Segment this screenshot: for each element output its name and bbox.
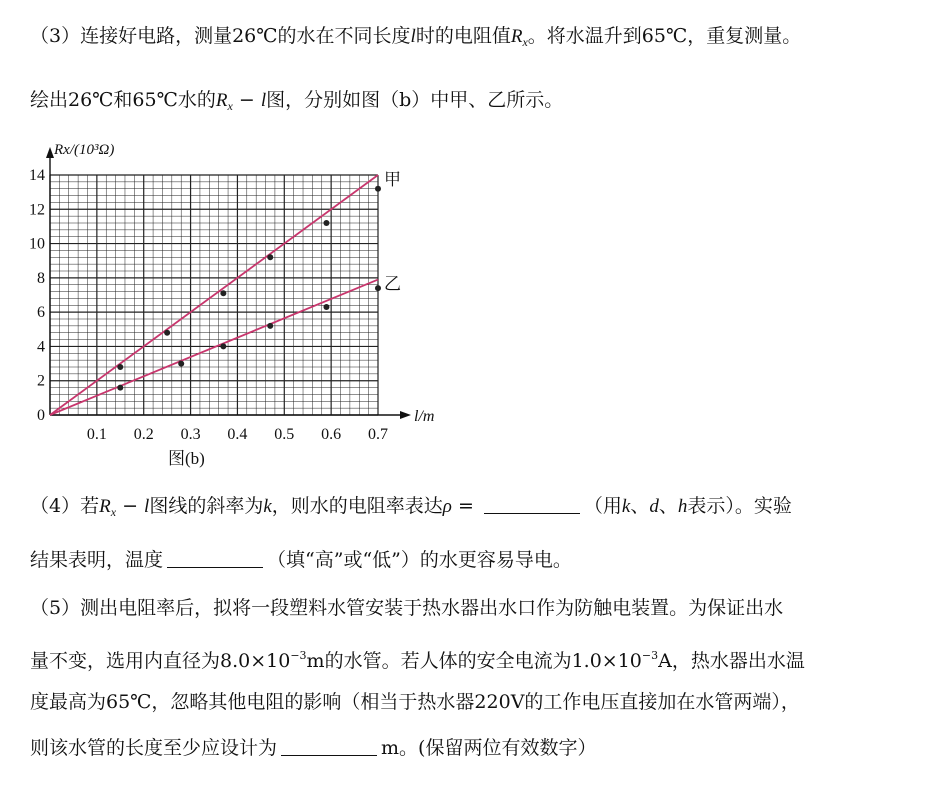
figure-caption: 图(b) — [168, 449, 205, 468]
l-symbol: l — [260, 90, 267, 111]
q4-text-e: 表示）。实验 — [687, 495, 792, 517]
k-symbol: k — [621, 496, 631, 517]
rho-symbol: ρ — [442, 496, 452, 517]
q4-text-c: ，则水的电阻率表达 — [271, 495, 443, 517]
exponent: −3 — [641, 649, 659, 662]
y-tick-label: 8 — [37, 269, 45, 287]
r-symbol: R — [99, 496, 111, 517]
d-symbol: d — [649, 496, 659, 517]
q5-line3 — [30, 688, 800, 716]
y-tick-label: 14 — [29, 167, 45, 184]
q4-line2-text-b: （填“高”或“低”）的水更容易导电。 — [267, 549, 572, 571]
data-point — [267, 254, 273, 260]
k-symbol: k — [263, 496, 272, 517]
data-point — [375, 285, 381, 291]
data-point — [267, 323, 273, 329]
series-line — [50, 280, 378, 415]
q4-line1 — [30, 492, 792, 526]
data-point — [323, 304, 329, 310]
q3-line2 — [30, 86, 563, 120]
y-axis-label: Rx/(10³Ω) — [54, 142, 115, 158]
y-tick-label: 4 — [37, 338, 45, 356]
exponent: −3 — [290, 649, 307, 662]
x-axis-arrow — [400, 411, 411, 419]
data-point — [164, 330, 170, 336]
x-subscript: x — [227, 99, 233, 113]
separator: 、 — [630, 495, 650, 517]
q3-line2-text-b: 图，分别如图（b）中甲、乙所示。 — [266, 89, 564, 111]
y-axis-arrow — [46, 147, 54, 158]
x-tick-label: 0.3 — [180, 426, 201, 443]
minus-sign: − — [116, 495, 145, 517]
q4-text-d: （用 — [583, 495, 622, 517]
q5-text-2b: m的水管。若人体的安全电流为1.0×10 — [306, 650, 642, 672]
answer-blank-length[interactable] — [281, 737, 377, 756]
q5-line2 — [30, 642, 805, 675]
x-tick-label: 0.1 — [86, 426, 107, 443]
q4-line2 — [30, 546, 572, 574]
x-tick-label: 0.5 — [274, 426, 295, 443]
q4-text-a: （4）若 — [30, 495, 100, 517]
q3-line1 — [30, 22, 801, 56]
q3-text-c: 。将水温升到65℃，重复测量。 — [527, 25, 802, 47]
series-line — [50, 175, 378, 415]
x-tick-label: 0.6 — [321, 426, 342, 443]
l-symbol: l — [410, 26, 416, 47]
q5-line1 — [30, 594, 783, 622]
answer-blank-rho[interactable] — [484, 495, 580, 514]
data-point — [220, 290, 226, 296]
x-tick-label: 0.2 — [133, 426, 154, 443]
q5-text-1: （5）测出电阻率后，拟将一段塑料水管安装于热水器出水口作为防触电装置。为保证出水 — [30, 597, 784, 619]
separator: 、 — [658, 495, 678, 517]
q4-line2-text-a: 结果表明，温度 — [30, 549, 164, 571]
x-axis-label: l/m — [414, 408, 435, 425]
data-point — [117, 385, 123, 391]
data-point — [220, 343, 226, 349]
minus-sign: − — [232, 89, 261, 111]
q5-text-4b: m。(保留两位有效数字） — [381, 737, 597, 759]
q3-text-a: （3）连接好电路，测量26℃的水在不同长度 — [30, 25, 411, 47]
q5-text-3: 度最高为65℃，忽略其他电阻的影响（相当于热水器220V的工作电压直接加在水管两端）， — [30, 691, 800, 713]
data-point — [117, 364, 123, 370]
q5-line4 — [30, 734, 596, 762]
r-symbol: R — [510, 26, 523, 47]
q4-text-b: 图线的斜率为 — [149, 495, 264, 517]
x-subscript: x — [110, 505, 117, 519]
x-tick-label: 0.7 — [368, 426, 388, 443]
q5-text-2a: 量不变，选用内直径为8.0×10 — [30, 650, 291, 672]
y-tick-label: 6 — [37, 304, 45, 322]
x-subscript: x — [522, 35, 528, 49]
equals-sign: = — [451, 495, 480, 517]
l-symbol: l — [144, 496, 150, 517]
x-tick-label: 0.4 — [227, 426, 248, 443]
y-tick-label: 0 — [37, 407, 45, 424]
q5-text-2c: A，热水器出水温 — [658, 650, 805, 672]
q3-text-b: 时的电阻值 — [415, 25, 511, 47]
data-point — [323, 220, 329, 226]
y-tick-label: 10 — [29, 235, 45, 253]
chart — [20, 138, 450, 473]
y-tick-label: 12 — [29, 201, 45, 219]
series-label: 乙 — [384, 274, 401, 294]
series-label: 甲 — [384, 170, 401, 189]
series — [50, 170, 401, 415]
data-point — [375, 186, 381, 192]
y-tick-label: 2 — [37, 372, 45, 390]
data-point — [178, 361, 184, 367]
h-symbol: h — [677, 496, 688, 517]
r-symbol: R — [215, 90, 228, 111]
answer-blank-temperature[interactable] — [167, 549, 263, 568]
q5-text-4a: 则该水管的长度至少应设计为 — [30, 737, 278, 759]
q3-line2-text-a: 绘出26℃和65℃水的 — [30, 89, 216, 111]
